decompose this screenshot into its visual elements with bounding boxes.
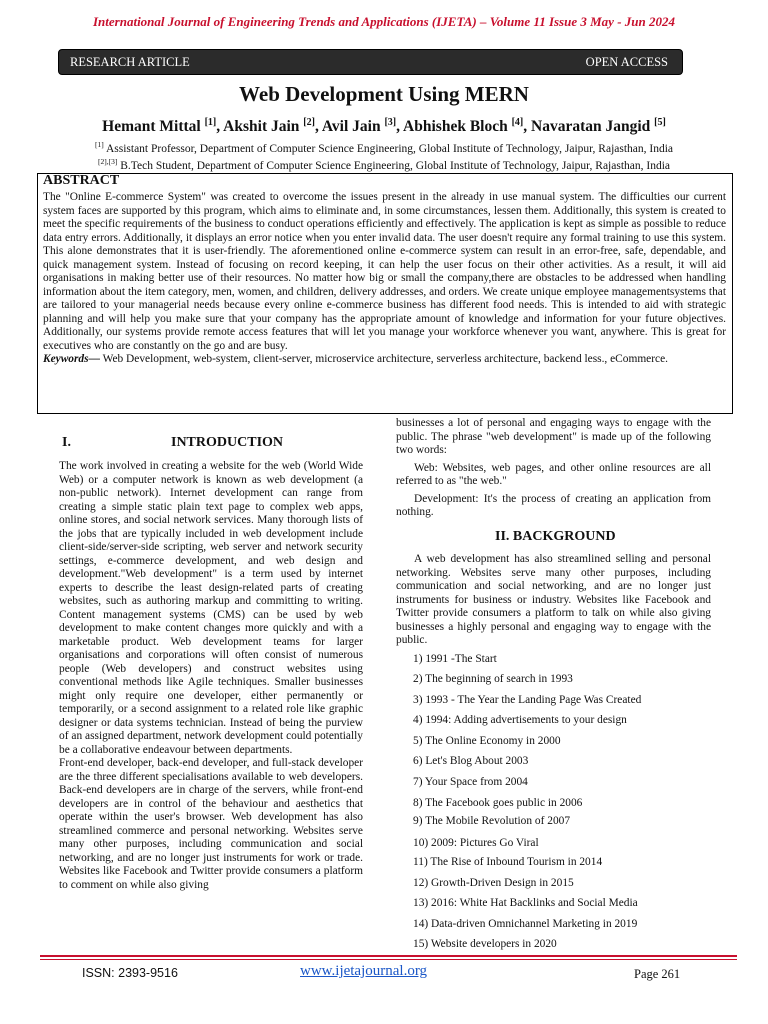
list-item: 6) Let's Blog About 2003 <box>413 755 529 767</box>
author-name: Navaratan Jangid <box>531 118 651 136</box>
journal-website-link[interactable]: www.ijetajournal.org <box>300 963 428 979</box>
list-item: 7) Your Space from 2004 <box>413 776 528 788</box>
list-item: 13) 2016: White Hat Backlinks and Social Media <box>413 897 638 909</box>
left-column-text <box>59 460 363 892</box>
author-mark: [4] <box>511 117 524 128</box>
author-name: Hemant Mittal <box>102 118 201 136</box>
right-paragraph-2: Web: Websites, web pages, and other online resources are all referred to as "the web." <box>396 461 711 487</box>
list-item: 8) The Facebook goes public in 2006 <box>413 797 583 809</box>
author-mark: [3] <box>384 117 397 128</box>
list-item: 1) 1991 -The Start <box>413 653 497 665</box>
author-name: Akshit Jain <box>223 118 300 136</box>
list-item: 12) Growth-Driven Design in 2015 <box>413 877 574 889</box>
abstract-body <box>43 191 726 367</box>
author-mark: [1] <box>204 117 217 128</box>
section-title-introduction: INTRODUCTION <box>171 435 284 450</box>
footer-issn: ISSN: 2393-9516 <box>82 966 178 980</box>
article-bar <box>58 49 683 75</box>
author-mark: [5] <box>654 117 666 128</box>
list-item: 4) 1994: Adding advertisements to your design <box>413 714 627 726</box>
right-paragraph-1: businesses a lot of personal and engaging ways to engage with the public. The phrase "web development" is made up of the following two words: <box>396 417 711 456</box>
abstract-heading: ABSTRACT <box>43 173 120 188</box>
author-name: Abhishek Bloch <box>403 118 508 136</box>
section-title-background: II. BACKGROUND <box>495 529 616 544</box>
right-paragraph-3: Development: It's the process of creating an application from nothing. <box>396 492 711 518</box>
abstract-text: The "Online E-commerce System" was created to overcome the issues present in the already in use manual system. The difficulties our current system faces are supported by this program, which aims to eliminate and, in some circumstances, lessen them. Additionally, this system is created to meet the specific requirements of the business to conduct operations efficiently and effectively. The application is kept as simple as possible to reduce data entry errors. Additionally, it displays an error notice when you enter invalid data. The user doesn't require any formal training to use this system. This alone demonstrates that it is user-friendly. The aforementioned online e-commerce system can result in an error-free, safe, dependable, and quick management system. Instead of focusing on record keeping, it can help the user focus on their other activities. As a result, it will aid organisations in making better use of their resources. No matter how big or small the company,there are obstacles to be addressed when handling information about the item category, men, women, and children, delivery addresses, and orders. We create unique employee managementsystems that are tailored to your managerial needs because every online e-commerce business has different food needs. This is intended to aid with strategic planning and will help you make sure that your company has the appropriate amount of knowledge and information for your future objectives. Additionally, our systems provide remote access features that will let you manage your workforce whenever you want, anywhere. This is great for executives who are constantly on the go and are busy. <box>43 191 726 352</box>
footer-rule-thin <box>40 959 737 960</box>
author-mark: [2] <box>303 117 315 128</box>
affiliation-mark: [2],[3] <box>97 157 118 166</box>
research-article-label: RESEARCH ARTICLE <box>70 55 190 69</box>
list-item: 5) The Online Economy in 2000 <box>413 735 561 747</box>
author-list: Hemant Mittal [1], Akshit Jain [2], Avil Jain [3], Abhishek Bloch [4], Navaratan Jangid [5] <box>102 117 666 136</box>
abstract-box <box>37 173 733 414</box>
list-item: 10) 2009: Pictures Go Viral <box>413 837 539 849</box>
intro-paragraph-2: Front-end developer, back-end developer, and full-stack developer are the three different specialisations available to web developers. Back-end developers are in charge of the servers, while front-end developers are in control of the behaviour and aesthetics that operate within the user's browser. Web development has also streamlined commerce and personal networking. Websites serve many other purposes, including communication and social networking, and are no longer just instruments for work or trade. Websites like Facebook and Twitter provide consumers a platform to comment on while also giving <box>59 757 363 891</box>
footer-rule <box>40 955 737 957</box>
list-item: 14) Data-driven Omnichannel Marketing in 2019 <box>413 918 638 930</box>
affiliation-text: B.Tech Student, Department of Computer Science Engineering, Global Institute of Technology, Jaipur, Rajasthan, India <box>117 159 671 172</box>
list-item: 15) Website developers in 2020 <box>413 938 557 950</box>
background-paragraph: A web development has also streamlined selling and personal networking. Websites serve many other purposes, including communication and social networking, and are no longer just instruments for business or industry. Websites like Facebook and Twitter provide consumers a platform to talk on while also giving businesses a highly personal and engaging way to engage with the public. <box>396 553 711 646</box>
affiliation-text: Assistant Professor, Department of Computer Science Engineering, Global Institute of Technology, Jaipur, Rajasthan, India <box>103 142 674 155</box>
list-item: 3) 1993 - The Year the Landing Page Was Created <box>413 694 642 706</box>
affiliation-mark: [1] <box>94 140 104 149</box>
affiliation-2 <box>0 157 768 172</box>
journal-header: International Journal of Engineering Trends and Applications (IJETA) – Volume 11 Issue 3 May - Jun 2024 <box>93 14 675 29</box>
keywords-text: Web Development, web-system, client-server, microservice architecture, serverless architecture, backend less., eCommerce. <box>99 353 668 365</box>
intro-paragraph-1: The work involved in creating a website for the web (World Wide Web) or a computer network is known as web development (a non-public network). Internet development can range from creating a simple static plain text page to complex web apps, online stores, and social network services. Many thorough lists of the jobs that are typically included in web development include client-side/server-side scripting, web server and network security settings, e-commerce development, and web design and development."Web development" is a term used by internet experts to describe the least design-related parts of creating websites, such as authoring markup and committing to writing. Content management systems (CMS) can be used by web development to make content changes more quickly and with a marketable product. Web development teams for larger organisations and corporations will often consist of numerous people (Web developers) and construct websites using conventional methods like Agile techniques. Smaller businesses might only require one developer, either permanently or temporarily, or a second assignment to a related role like graphic designer or data systems technician. Instead of being the purview of an assigned department, network development could potentially be a collaborative endeavour between departments. <box>59 460 363 756</box>
right-column-intro <box>396 417 711 520</box>
list-item: 11) The Rise of Inbound Tourism in 2014 <box>413 856 603 868</box>
list-item: 2) The beginning of search in 1993 <box>413 673 573 685</box>
keywords-label: Keywords— <box>43 353 100 365</box>
affiliation-1 <box>0 140 768 155</box>
section-number: I. <box>62 435 71 450</box>
paper-title: Web Development Using MERN <box>239 82 529 106</box>
list-item: 9) The Mobile Revolution of 2007 <box>413 815 571 827</box>
open-access-label: OPEN ACCESS <box>585 55 668 69</box>
author-name: Avil Jain <box>321 118 381 136</box>
page-number: Page 261 <box>634 967 681 981</box>
